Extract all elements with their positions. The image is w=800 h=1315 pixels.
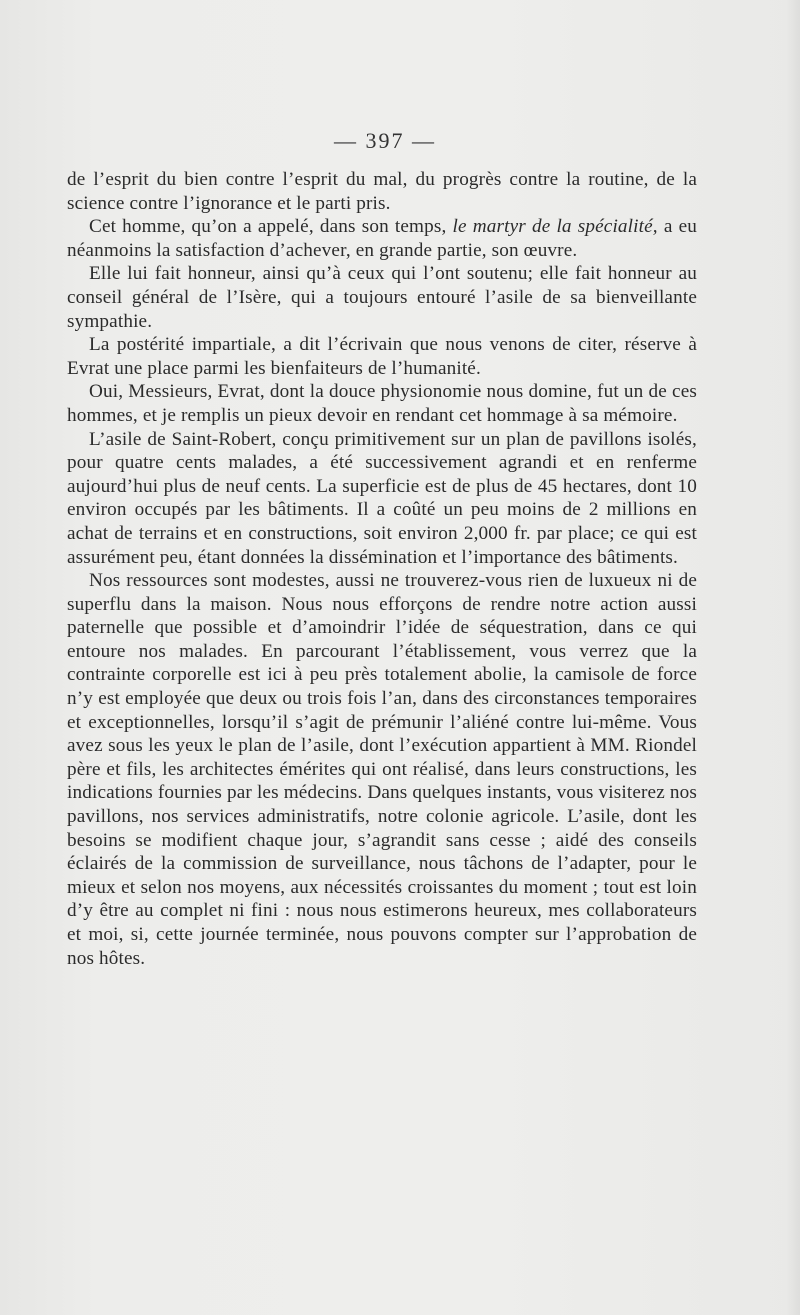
paragraph-4: La postérité impartiale, a dit l’écrivain que nous venons de citer, réserve à Evrat une place parmi les bienfaiteurs de l’humanité. xyxy=(67,334,697,379)
paragraph-2-after: a eu néanmoins la satisfaction d’achever, en grande partie, son œuvre. xyxy=(67,216,697,261)
page-edge-shadow xyxy=(786,0,800,1315)
paragraph-2 xyxy=(67,215,697,262)
paragraph-3: Elle lui fait honneur, ainsi qu’à ceux qui l’ont soutenu; elle fait honneur au conseil général de l’Isère, qui a toujours entouré l’asile de sa bienveillante sympathie. xyxy=(67,263,697,332)
paragraph-1: de l’esprit du bien contre l’esprit du mal, du progrès contre la routine, de la science contre l’ignorance et le parti pris. xyxy=(67,169,697,214)
page-number: — 397 — xyxy=(334,128,436,153)
paragraph-7: Nos ressources sont modestes, aussi ne trouverez-vous rien de luxueux ni de superflu dans la maison. Nous nous efforçons de rendre notre action aussi paternelle que possible et d’amoindrir l’idée de séquestration, dans ce qui entoure nos malades. En parcourant l’établissement, vous verrez que la contrainte corporelle est ici à peu près totalement abolie, la camisole de force n’y est employée que deux ou trois fois l’an, dans des circonstances temporaires et exceptionnelles, lorsqu’il s’agit de prémunir l’aliéné contre lui-même. Vous avez sous les yeux le plan de l’asile, dont l’exécution appartient à MM. Riondel père et fils, les architectes émérites qui ont réalisé, dans leurs constructions, les indications fournies par les médecins. Dans quelques instants, vous visiterez nos pavillons, nos services administratifs, notre colonie agricole. L’asile, dont les besoins se modifient chaque jour, s’agrandit sans cesse ; aidé des conseils éclairés de la commission de surveillance, nous tâchons de l’adapter, pour le mieux et selon nos moyens, aux nécessités croissantes du moment ; tout est loin d’y être au complet ni fini : nous nous estimerons heureux, mes collaborateurs et moi, si, cette journée terminée, nous pouvons compter sur l’approbation de nos hôtes. xyxy=(67,570,697,969)
paragraph-5: Oui, Messieurs, Evrat, dont la douce physionomie nous domine, fut un de ces hommes, et je remplis un pieux devoir en rendant cet hommage à sa mémoire. xyxy=(67,381,697,426)
paragraph-6: L’asile de Saint-Robert, conçu primitivement sur un plan de pavillons isolés, pour quatre cents malades, a été successivement agrandi et en renferme aujourd’hui plus de neuf cents. La superficie est de plus de 45 hectares, dont 10 environ occupés par les bâtiments. Il a coûté un peu moins de 2 millions en achat de terrains et en constructions, soit environ 2,000 fr. par place; ce qui est assurément peu, étant données la dissémination et l’importance des bâtiments. xyxy=(67,428,697,568)
paragraph-2-before: Cet homme, qu’on a appelé, dans son temps, xyxy=(89,216,453,238)
paragraph-2-italic: le martyr de la spécialité, xyxy=(452,216,658,238)
body-text xyxy=(67,168,697,970)
